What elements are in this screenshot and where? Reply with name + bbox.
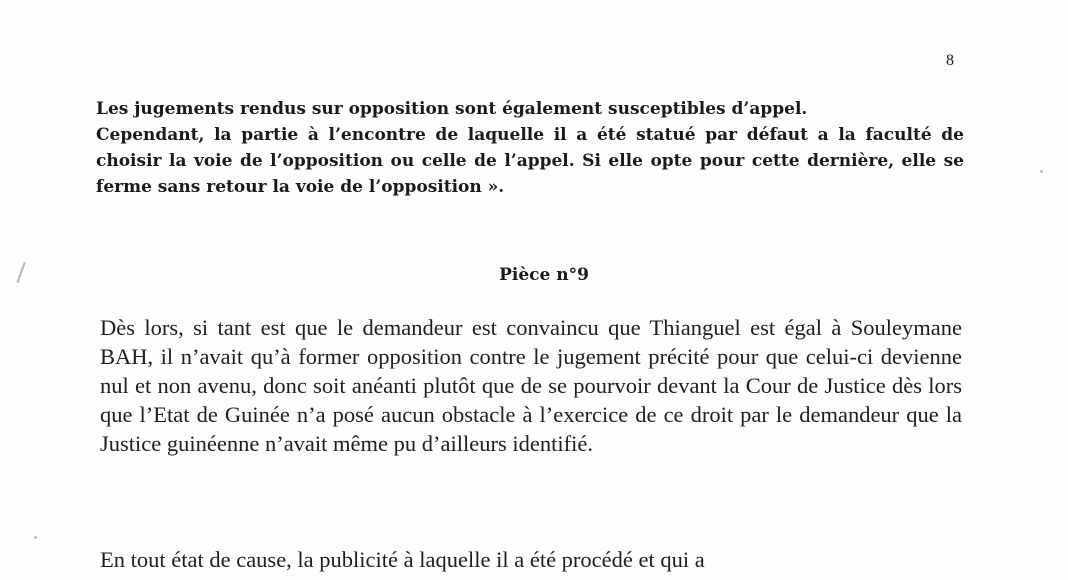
body-paragraph-2: En tout état de cause, la publicité à laquelle il a été procédé et qui a xyxy=(100,547,705,572)
page-number: 8 xyxy=(946,52,954,69)
body-paragraph-1: Dès lors, si tant est que le demandeur est convaincu que Thianguel est égal à Souleymane BAH, il n’avait qu’à former opposition contre le jugement précité pour que celui-ci devienne nul et non avenu, donc soit anéanti plutôt que de se pourvoir devant la Cour de Justice dès lors que l’Etat de Guinée n’a posé aucun obstacle à l’exercice de ce droit par le demandeur que la Justice guinéenne n’avait même pu d’ailleurs identifié. xyxy=(100,315,962,456)
scan-speck xyxy=(34,536,37,539)
quote-paragraph-1: Les jugements rendus sur opposition sont également susceptibles d’appel. xyxy=(96,99,808,119)
piece-reference: Pièce n°9 xyxy=(499,265,589,285)
quote-paragraph-2: Cependant, la partie à l’encontre de laquelle il a été statué par défaut a la faculté de choisir la voie de l’opposition ou celle de l’appel. Si elle opte pour cette dernière, elle se ferme sans retour la voie de l’opposition ». xyxy=(96,125,964,197)
quoted-article xyxy=(96,96,964,200)
scan-speck xyxy=(1040,170,1043,173)
